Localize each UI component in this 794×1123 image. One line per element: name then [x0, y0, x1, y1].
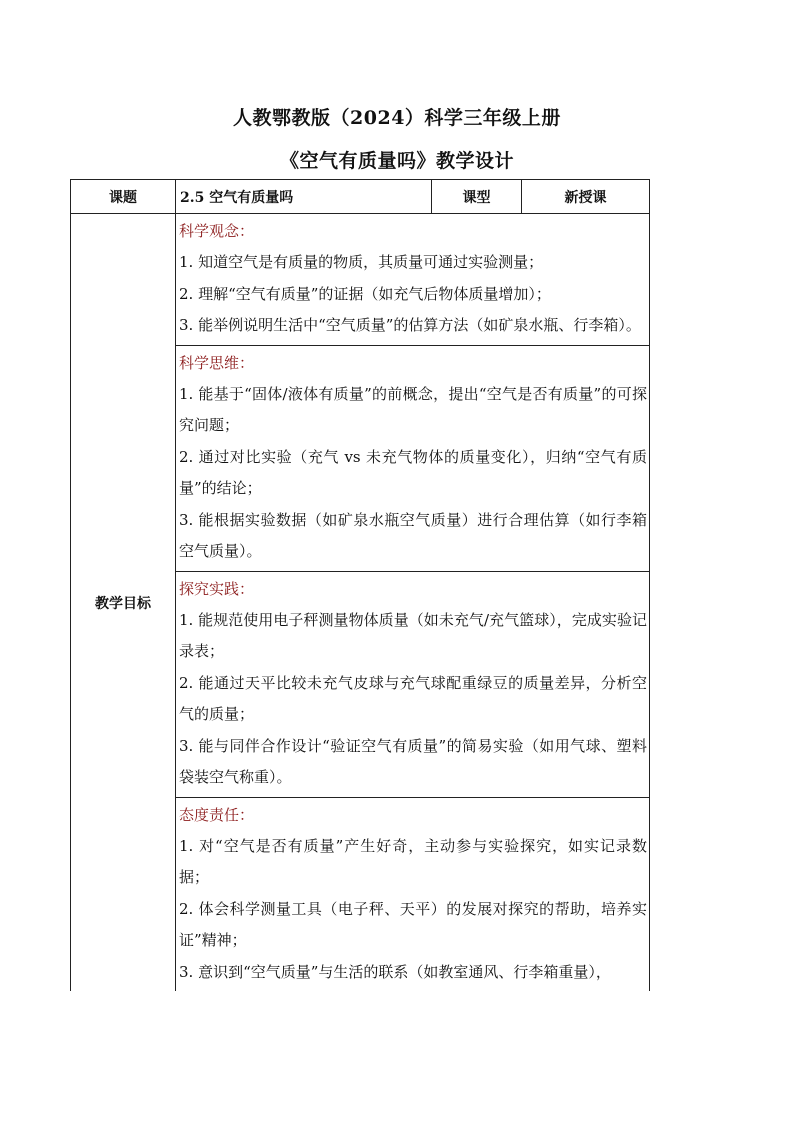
- list-item: 3. 能举例说明生活中“空气质量”的估算方法（如矿泉水瓶、行李箱）。: [179, 316, 641, 334]
- list-item: 1. 能规范使用电子秤测量物体质量（如未充气/充气篮球），完成实验记录表；: [179, 610, 647, 660]
- document-title: 人教鄂教版（2024）科学三年级上册: [233, 107, 561, 129]
- list-item: 3. 意识到“空气质量”与生活的联系（如教室通风、行李箱重量），: [179, 962, 611, 981]
- list-item: 2. 能通过天平比较未充气皮球与充气球配重绿豆的质量差异，分析空气的质量；: [179, 673, 647, 723]
- goals-label: 教学目标: [71, 214, 176, 992]
- topic-label: 课题: [71, 180, 176, 214]
- section-practice: [176, 572, 649, 798]
- topic-value: 2.5 空气有质量吗: [176, 180, 432, 214]
- list-item: 3. 能与同伴合作设计“验证空气有质量”的简易实验（如用气球、塑料袋装空气称重）。: [179, 736, 647, 786]
- section-title: 态度责任：: [179, 805, 255, 824]
- list-item: 3. 能根据实验数据（如矿泉水瓶空气质量）进行合理估算（如行李箱空气质量）。: [179, 510, 647, 560]
- list-item: 2. 理解“空气有质量”的证据（如充气后物体质量增加）；: [179, 284, 551, 303]
- list-item: 1. 知道空气是有质量的物质，其质量可通过实验测量；: [179, 253, 544, 271]
- type-label: 课型: [432, 180, 522, 214]
- section-title: 科学思维：: [179, 353, 255, 372]
- list-item: 2. 体会科学测量工具（电子秤、天平）的发展对探究的帮助，培养实证”精神；: [179, 899, 647, 949]
- header-row: [71, 180, 650, 214]
- section-thinking: [176, 346, 649, 572]
- section-title: 探究实践：: [179, 579, 255, 598]
- type-value: 新授课: [522, 180, 650, 214]
- list-item: 1. 能基于“固体/液体有质量”的前概念，提出“空气是否有质量”的可探究问题；: [179, 384, 647, 434]
- lesson-plan-table: [70, 179, 650, 991]
- section-attitude: [176, 798, 649, 992]
- section-title: 科学观念：: [179, 222, 255, 240]
- list-item: 2. 通过对比实验（充气 vs 未充气物体的质量变化），归纳“空气有质量”的结论；: [179, 447, 647, 497]
- list-item: 1. 对“空气是否有质量”产生好奇，主动参与实验探究，如实记录数据；: [179, 836, 647, 886]
- goals-content: [176, 214, 650, 992]
- lesson-title: 《空气有质量吗》教学设计: [279, 150, 514, 172]
- goals-row: [71, 214, 650, 992]
- section-concept: [176, 214, 649, 346]
